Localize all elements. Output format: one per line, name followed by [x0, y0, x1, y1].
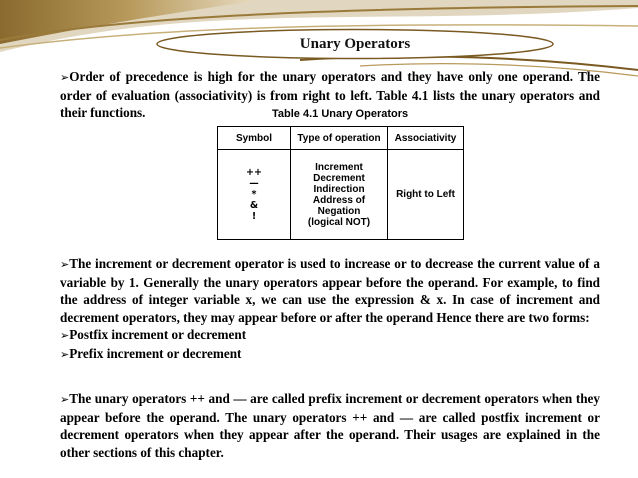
op-logical-not: (logical NOT) [307, 216, 371, 228]
list-item [60, 326, 600, 345]
operations-cell [291, 150, 388, 240]
symbol-increment: ++ [246, 167, 262, 178]
symbol-decrement: — [249, 178, 259, 189]
bullet-arrow-icon: ➢ [60, 329, 70, 343]
paragraph-increment-decrement [60, 255, 600, 364]
slide-title: Unary Operators [299, 35, 411, 52]
bullet-arrow-icon: ➢ [60, 393, 70, 406]
symbols-cell [218, 150, 291, 240]
form-prefix: Prefix increment or decrement [69, 345, 242, 361]
header-symbol: Symbol [218, 127, 291, 150]
op-negation: Negation [317, 205, 361, 217]
header-type: Type of operation [291, 127, 388, 150]
form-postfix: Postfix increment or decrement [69, 327, 247, 343]
bullet-arrow-icon: ➢ [60, 347, 70, 361]
paragraph-3-text: The unary operators ++ and — are called prefix increment or decrement operators when they appear before the operand. The unary operators ++ and — are called postfix increment or decrement operators when they appear after the operand. Their usages are explained in the other sections of this chapter. [60, 391, 600, 460]
op-indirection: Indirection [313, 183, 365, 195]
list-item [60, 345, 600, 364]
symbol-address: & [249, 200, 259, 211]
table-header-row [218, 127, 464, 150]
op-increment: Increment [315, 161, 363, 173]
bullet-arrow-icon: ➢ [60, 258, 70, 271]
title-oval [155, 28, 555, 60]
paragraph-prefix-postfix [60, 390, 600, 461]
unary-operators-table [217, 126, 464, 240]
header-associativity: Associativity [388, 127, 464, 150]
paragraph-2-text: The increment or decrement operator is used to increase or to decrease the current value of a variable by 1. Generally the unary operators appear before the operand. For example, to find the address of integer variable x, we can use the expression & x. In case of increment and decrement operators, they may appear before or after the operand Hence there are two forms: [60, 256, 600, 325]
bullet-arrow-icon: ➢ [60, 71, 70, 84]
table-caption: Table 4.1 Unary Operators [272, 108, 409, 120]
paragraph-1-text: Order of precedence is high for the unary operators and they have only one operand. The order of evaluation (associativity) is from right to left. Table 4.1 lists the unary operators and their functions. [60, 69, 600, 121]
table-row [218, 150, 464, 240]
associativity-cell: Right to Left [388, 150, 464, 240]
symbol-indirection: * [251, 189, 257, 200]
symbol-not: ! [251, 211, 257, 222]
op-decrement: Decrement [313, 172, 365, 184]
op-address: Address of [312, 194, 366, 206]
